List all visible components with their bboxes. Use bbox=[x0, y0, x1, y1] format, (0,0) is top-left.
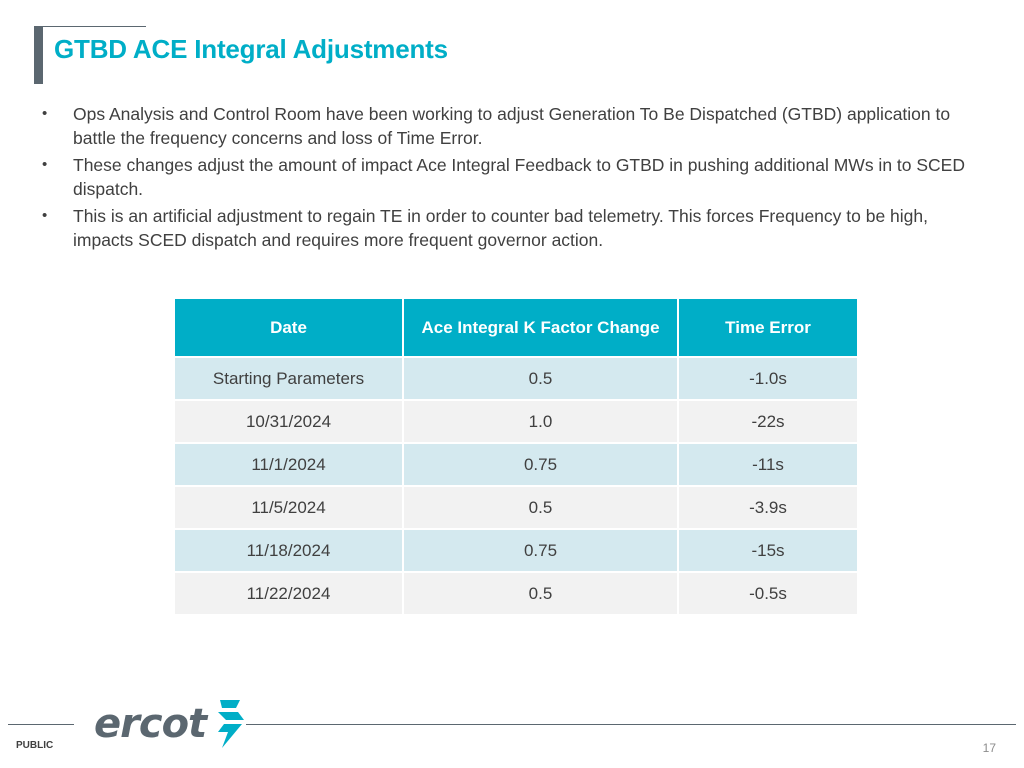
bullet-text: This is an artificial adjustment to regain TE in order to counter bad telemetry. This forces Frequency to be high, impacts SCED dispatch and requires more frequent governor action. bbox=[73, 206, 929, 250]
lightning-bolt-icon bbox=[210, 698, 246, 750]
cell-k-factor: 1.0 bbox=[403, 400, 678, 443]
cell-k-factor: 0.5 bbox=[403, 572, 678, 614]
bullet-item bbox=[40, 102, 990, 150]
table-header-row bbox=[175, 299, 857, 357]
header-time-error: Time Error bbox=[678, 299, 857, 357]
cell-date: 11/1/2024 bbox=[175, 443, 403, 486]
slide-title: GTBD ACE Integral Adjustments bbox=[54, 34, 448, 64]
cell-k-factor: 0.75 bbox=[403, 529, 678, 572]
header-date: Date bbox=[175, 299, 403, 357]
table-row bbox=[175, 400, 857, 443]
title-accent-bar bbox=[34, 26, 43, 84]
footer-divider-right bbox=[246, 724, 1016, 725]
cell-date: 11/5/2024 bbox=[175, 486, 403, 529]
cell-date: Starting Parameters bbox=[175, 357, 403, 400]
bullet-icon: • bbox=[42, 156, 48, 173]
bullet-item bbox=[40, 153, 990, 201]
bullet-item bbox=[40, 204, 990, 252]
header-k-factor: Ace Integral K Factor Change bbox=[403, 299, 678, 357]
cell-time-error: -1.0s bbox=[678, 357, 857, 400]
cell-k-factor: 0.5 bbox=[403, 357, 678, 400]
cell-time-error: -3.9s bbox=[678, 486, 857, 529]
classification-label: PUBLIC bbox=[16, 740, 54, 751]
title-accent-line bbox=[34, 26, 146, 27]
cell-time-error: -15s bbox=[678, 529, 857, 572]
cell-time-error: -22s bbox=[678, 400, 857, 443]
table-row bbox=[175, 529, 857, 572]
table-row bbox=[175, 486, 857, 529]
cell-date: 11/22/2024 bbox=[175, 572, 403, 614]
k-factor-table bbox=[175, 299, 857, 614]
logo-wordmark: ercot bbox=[94, 701, 207, 747]
table-row bbox=[175, 357, 857, 400]
page-number: 17 bbox=[982, 741, 996, 755]
cell-time-error: -11s bbox=[678, 443, 857, 486]
bullet-icon: • bbox=[42, 105, 48, 122]
bullet-list bbox=[40, 102, 990, 255]
cell-k-factor: 0.75 bbox=[403, 443, 678, 486]
table-row bbox=[175, 572, 857, 614]
footer-divider-left bbox=[8, 724, 74, 725]
cell-date: 10/31/2024 bbox=[175, 400, 403, 443]
bullet-text: Ops Analysis and Control Room have been working to adjust Generation To Be Dispatched (GTBD) application to battle the frequency concerns and loss of Time Error. bbox=[73, 104, 951, 148]
bullet-text: These changes adjust the amount of impact Ace Integral Feedback to GTBD in pushing additional MWs in to SCED dispatch. bbox=[73, 155, 965, 199]
cell-date: 11/18/2024 bbox=[175, 529, 403, 572]
table-row bbox=[175, 443, 857, 486]
cell-time-error: -0.5s bbox=[678, 572, 857, 614]
cell-k-factor: 0.5 bbox=[403, 486, 678, 529]
bullet-icon: • bbox=[42, 207, 48, 224]
ercot-logo bbox=[94, 694, 246, 754]
